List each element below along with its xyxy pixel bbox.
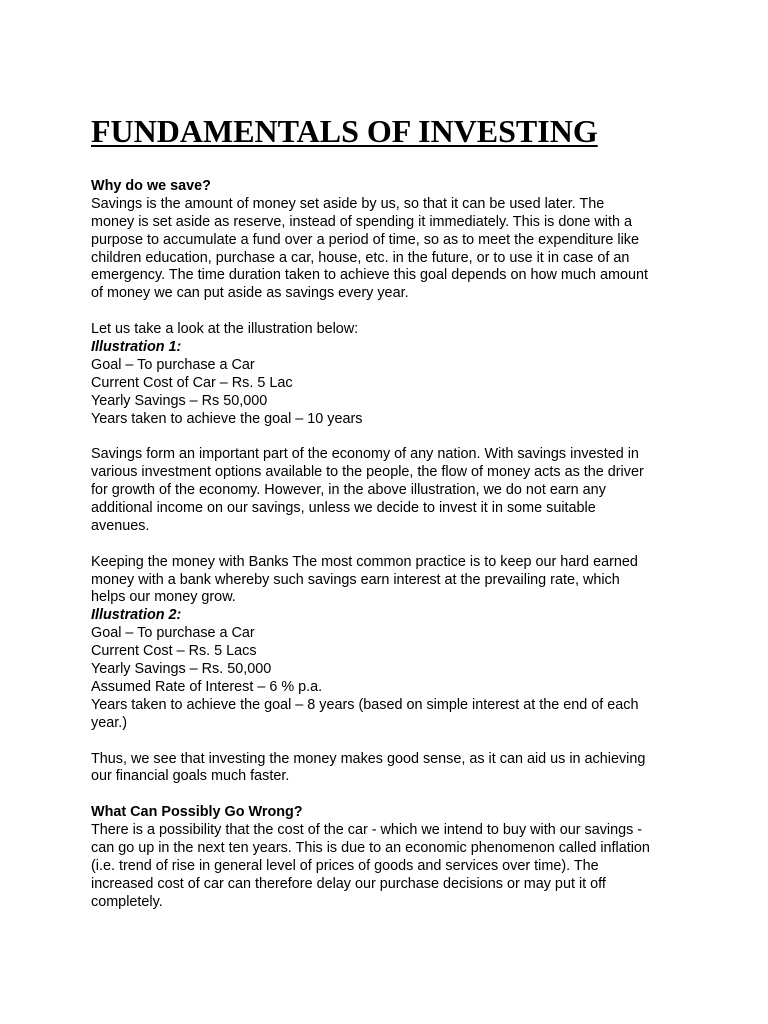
illustration-2-label: Illustration 2: — [91, 607, 182, 624]
paragraph-line: increased cost of car can therefore delay our purchase decisions or may put it off — [91, 875, 606, 892]
illustration-1-line: Yearly Savings – Rs 50,000 — [91, 392, 268, 409]
paragraph-line: emergency. The time duration taken to achieve this goal depends on how much amount — [91, 267, 649, 284]
paragraph-line: Thus, we see that investing the money makes good sense, as it can aid us in achieving — [91, 750, 646, 767]
paragraph-gap — [91, 786, 691, 804]
illustration-2-line: Current Cost – Rs. 5 Lacs — [91, 643, 257, 660]
illustration-2-line: Yearly Savings – Rs. 50,000 — [91, 661, 272, 678]
illustration-1-line: Current Cost of Car – Rs. 5 Lac — [91, 374, 293, 391]
page-title: FUNDAMENTALS OF INVESTING — [91, 113, 598, 149]
paragraph-line: (i.e. trend of rise in general level of prices of goods and services over time). The — [91, 857, 599, 874]
paragraph-line: additional income on our savings, unless we decide to invest it in some suitable — [91, 500, 596, 517]
paragraph-line: money with a bank whereby such savings earn interest at the prevailing rate, which — [91, 571, 620, 588]
illustration-1-line: Years taken to achieve the goal – 10 years — [91, 410, 363, 427]
paragraph-line: Savings form an important part of the economy of any nation. With savings invested in — [91, 446, 639, 463]
illustration-2-line: Goal – To purchase a Car — [91, 625, 255, 642]
illustration-2-line: Years taken to achieve the goal – 8 years (based on simple interest at the end of each — [91, 696, 639, 713]
illustration-2-line: Assumed Rate of Interest – 6 % p.a. — [91, 678, 323, 695]
paragraph-line: for growth of the economy. However, in the above illustration, we do not earn any — [91, 482, 606, 499]
illustration-1-line: Goal – To purchase a Car — [91, 356, 255, 373]
paragraph-line: various investment options available to the people, the flow of money acts as the driver — [91, 464, 644, 481]
section-heading-why-save: Why do we save? — [91, 178, 211, 194]
illustration-2-line: year.) — [91, 714, 127, 731]
paragraph-line: Savings is the amount of money set aside by us, so that it can be used later. The — [91, 195, 605, 212]
paragraph-line: children education, purchase a car, house, etc. in the future, or to use it in case of an — [91, 249, 630, 266]
paragraph-gap — [91, 536, 691, 554]
paragraph-line: completely. — [91, 893, 163, 910]
paragraph-line: of money we can put aside as savings every year. — [91, 285, 409, 302]
section-heading-what-can-go-wrong: What Can Possibly Go Wrong? — [91, 804, 303, 821]
paragraph-line: can go up in the next ten years. This is due to an economic phenomenon called inflation — [91, 839, 650, 856]
paragraph-gap — [91, 428, 691, 446]
paragraph-gap — [91, 733, 691, 751]
paragraph-line: purpose to accumulate a fund over a period of time, so as to meet the expenditure like — [91, 231, 639, 248]
paragraph-line: There is a possibility that the cost of the car - which we intend to buy with our savings - — [91, 822, 643, 839]
paragraph-line: helps our money grow. — [91, 589, 236, 606]
document-body — [91, 178, 691, 912]
paragraph-line: our financial goals much faster. — [91, 768, 290, 785]
paragraph-line: Keeping the money with Banks The most common practice is to keep our hard earned — [91, 553, 638, 570]
paragraph-gap — [91, 303, 691, 321]
paragraph-line: avenues. — [91, 517, 150, 534]
illustration-1-label: Illustration 1: — [91, 339, 182, 356]
paragraph-line: money is set aside as reserve, instead of spending it immediately. This is done with a — [91, 213, 632, 230]
intro-line: Let us take a look at the illustration below: — [91, 321, 359, 338]
